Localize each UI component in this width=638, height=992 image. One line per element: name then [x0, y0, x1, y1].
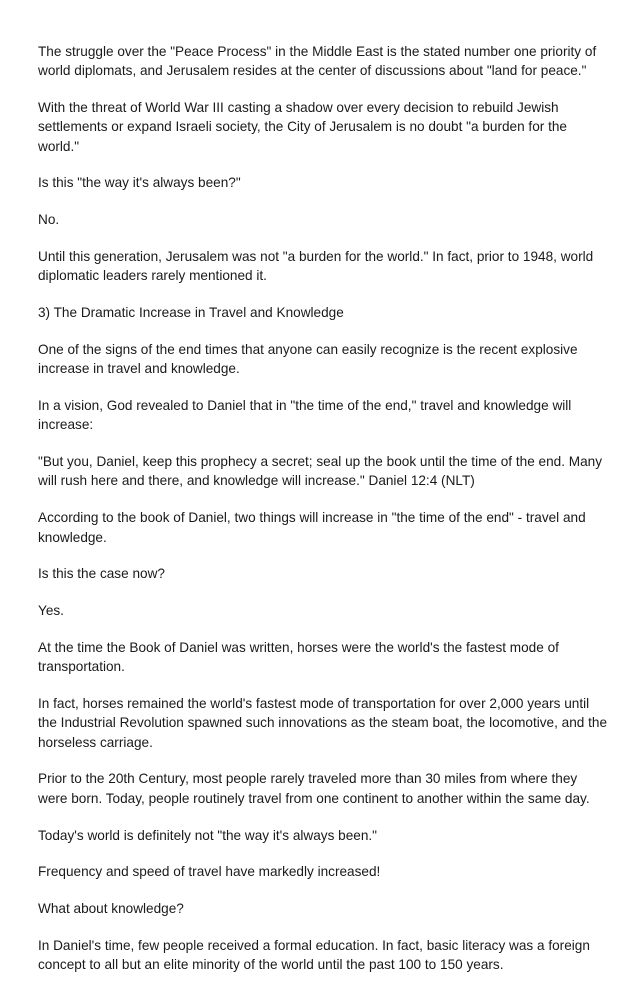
paragraph: Is this "the way it's always been?" — [38, 175, 241, 191]
paragraph: In Daniel's time, few people received a formal education. In fact, basic literacy was a foreign concept to all but an elite minority of the world until the past 100 to 150 years. — [38, 937, 590, 973]
paragraph: According to the book of Daniel, two things will increase in "the time of the end" - travel and knowledge. — [38, 510, 586, 545]
document-page — [38, 42, 610, 992]
scripture-quote: "But you, Daniel, keep this prophecy a secret; seal up the book until the time of the end. Many will rush here and there, and knowledge will increase." Daniel 12:4 (NLT) — [38, 454, 603, 489]
paragraph: With the threat of World War III casting a shadow over every decision to rebuild Jewish settlements or expand Israeli society, the City of Jerusalem is no doubt "a burden for the world." — [38, 100, 567, 154]
paragraph: Today's world is definitely not "the way it's always been." — [38, 827, 377, 843]
paragraph: One of the signs of the end times that anyone can easily recognize is the recent explosive increase in travel and knowledge. — [38, 341, 578, 377]
paragraph: Frequency and speed of travel have markedly increased! — [38, 864, 381, 880]
paragraph: Is this the case now? — [38, 566, 165, 582]
section-heading: 3) The Dramatic Increase in Travel and Knowledge — [38, 305, 344, 321]
paragraph: Prior to the 20th Century, most people rarely traveled more than 30 miles from where they were born. Today, people routinely travel from one continent to another within the same day. — [38, 771, 590, 806]
paragraph: The struggle over the "Peace Process" in the Middle East is the stated number one priority of world diplomats, and Jerusalem resides at the center of discussions about "land for peace." — [38, 44, 597, 79]
paragraph: At the time the Book of Daniel was written, horses were the world's the fastest mode of transportation. — [38, 639, 559, 675]
paragraph: Yes. — [38, 603, 64, 619]
paragraph: No. — [38, 212, 60, 228]
paragraph: Until this generation, Jerusalem was not "a burden for the world." In fact, prior to 1948, world diplomatic leaders rarely mentioned it. — [38, 249, 594, 284]
paragraph: In a vision, God revealed to Daniel that in "the time of the end," travel and knowledge will increase: — [38, 398, 572, 433]
paragraph: What about knowledge? — [38, 901, 184, 917]
paragraph: In fact, horses remained the world's fastest mode of transportation for over 2,000 years until the Industrial Revolution spawned such innovations as the steam boat, the locomotive, and the horseless carriage. — [38, 696, 608, 750]
